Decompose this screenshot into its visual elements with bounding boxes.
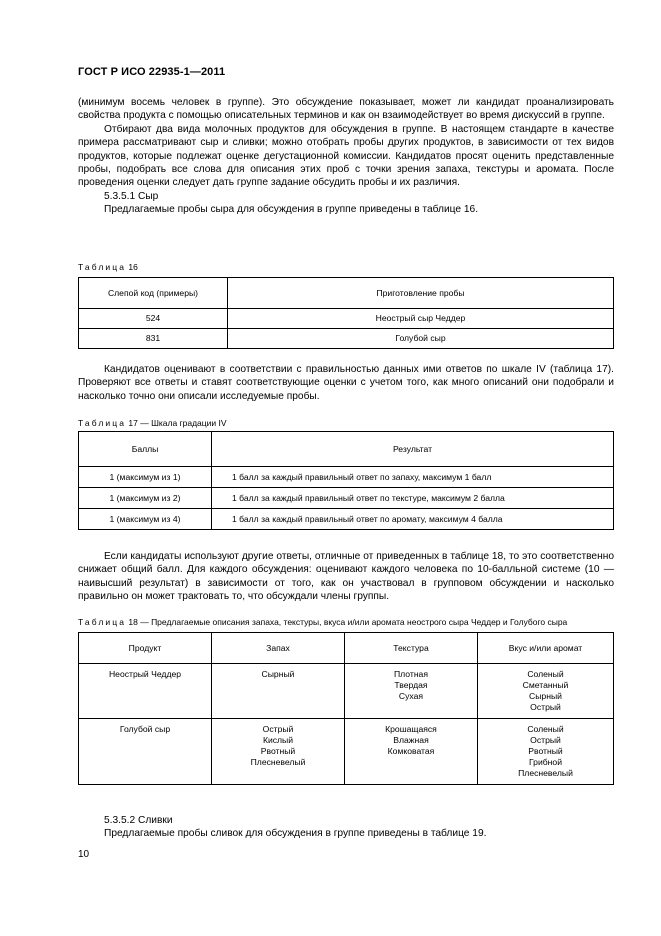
table-cell	[478, 719, 614, 785]
section-heading-cream: 5.3.5.2 Сливки	[104, 815, 173, 826]
paragraph-4: Кандидатов оценивают в соответствии с правильностью данных ими ответов по шкале IV (таблица 17). Проверяют все ответы и ставят соответствующие оценки с учетом того, как много описаний они подобрали и насколько точно они описали исследуемые пробы.	[78, 364, 614, 402]
table-18-caption: Таблица 18 — Предлагаемые описания запаха, текстуры, вкуса и/или аромата неострого сыра Чеддер и Голубого сыра	[78, 617, 568, 627]
descriptor: Острый	[530, 735, 561, 745]
table-cell	[478, 664, 614, 719]
descriptor: Плесневелый	[250, 757, 306, 767]
table-row	[79, 719, 614, 785]
table-cell: 1 (максимум из 1)	[79, 467, 212, 488]
table-cell: Голубой сыр	[228, 329, 614, 349]
descriptor: Соленый	[527, 724, 564, 734]
descriptor: Плесневелый	[518, 768, 573, 778]
table-cell: 831	[79, 329, 228, 349]
table-cell: Неострый сыр Чеддер	[228, 309, 614, 329]
table-16-caption: Таблица 16	[78, 262, 138, 272]
paragraph-5: Если кандидаты используют другие ответы, отличные от приведенных в таблице 18, то это соответственно снижает общий балл. Для каждого обсуждения: оценивают каждого человека по 10-балльной системе (10 — наивысший результат) в зависимости от того, как он участвовал в групповом обсуждении и насколько правильно он может трактовать то, что обсуждали члены группы.	[78, 551, 614, 603]
table-header-cell: Продукт	[79, 633, 212, 664]
descriptor: Влажная	[393, 735, 429, 745]
table-header-cell: Приготовление пробы	[228, 278, 614, 309]
table-cell: 1 (максимум из 4)	[79, 509, 212, 530]
table-row	[79, 309, 614, 329]
table-cell: Голубой сыр	[79, 719, 212, 785]
table-row	[79, 329, 614, 349]
paragraph-6: Предлагаемые пробы сливок для обсуждения в группе приведены в таблице 19.	[104, 828, 487, 840]
descriptor: Грибной	[529, 757, 562, 767]
section-heading-cheese: 5.3.5.1 Сыр	[104, 190, 159, 202]
table-header-cell: Запах	[212, 633, 345, 664]
paragraph-3: Предлагаемые пробы сыра для обсуждения в группе приведены в таблице 16.	[104, 204, 479, 216]
descriptor: Соленый	[527, 669, 564, 679]
descriptor: Сухая	[398, 691, 424, 701]
paragraph-2: Отбирают два вида молочных продуктов для обсуждения в группе. В настоящем стандарте в качестве примера рассматривают сыр и сливки; можно отобрать пробы других продуктов, в зависимости от тех видов продуктов, которые подлежат оценке дегустационной комиссии. Кандидатов просят оценить представленные пробы, подобрать все слова для описания этих проб с точки зрения запаха, текстуры и аромата. После проведения оценки следует дать группе задание обсудить пробы и их различия.	[78, 123, 614, 189]
paragraph-5-block	[78, 550, 614, 604]
table-18-block	[78, 617, 614, 785]
table-16-block	[78, 262, 614, 349]
cream-section	[78, 814, 614, 841]
intro-text	[78, 96, 614, 217]
descriptor: Острый	[530, 702, 561, 712]
table-header-row	[79, 633, 614, 664]
table-header-cell: Результат	[212, 432, 614, 467]
table-cell	[345, 664, 478, 719]
descriptor: Плотная	[394, 669, 428, 679]
descriptor: Сырный	[529, 691, 562, 701]
paragraph-1: (минимум восемь человек в группе). Это обсуждение показывает, может ли кандидат проанализировать свойства продукта с помощью описательных терминов и как он взаимодействует во время дискуссий в группе.	[78, 97, 614, 122]
table-16	[78, 277, 614, 349]
table-row	[79, 664, 614, 719]
page-number: 10	[78, 849, 90, 860]
descriptor: Сырный	[261, 669, 295, 679]
table-18	[78, 632, 614, 785]
descriptor: Острый	[262, 724, 294, 734]
descriptor: Комковатая	[387, 746, 435, 756]
table-cell: 1 балл за каждый правильный ответ по текстуре, максимум 2 балла	[212, 488, 614, 509]
descriptor: Кислый	[262, 735, 294, 745]
descriptor: Крошащаяся	[385, 724, 437, 734]
table-cell: Неострый Чеддер	[79, 664, 212, 719]
table-row	[79, 509, 614, 530]
paragraph-4-block	[78, 363, 614, 403]
table-header-cell: Баллы	[79, 432, 212, 467]
table-17-caption: Таблица 17 — Шкала градации IV	[78, 418, 227, 428]
table-cell: 1 балл за каждый правильный ответ по запаху, максимум 1 балл	[212, 467, 614, 488]
table-header-cell: Вкус и/или аромат	[478, 633, 614, 664]
table-cell: 1 балл за каждый правильный ответ по аромату, максимум 4 балла	[212, 509, 614, 530]
table-cell	[212, 719, 345, 785]
table-header-row	[79, 278, 614, 309]
descriptor: Рвотный	[528, 746, 563, 756]
descriptor: Сметанный	[522, 680, 569, 690]
table-cell	[345, 719, 478, 785]
document-header: ГОСТ Р ИСО 22935-1—2011	[78, 66, 226, 78]
descriptor: Твердая	[394, 680, 428, 690]
table-header-cell: Слепой код (примеры)	[79, 278, 228, 309]
table-header-row	[79, 432, 614, 467]
table-row	[79, 488, 614, 509]
table-header-cell: Текстура	[345, 633, 478, 664]
table-17-block	[78, 418, 614, 530]
table-17	[78, 431, 614, 530]
table-cell: 524	[79, 309, 228, 329]
descriptor: Рвотный	[260, 746, 296, 756]
table-cell: 1 (максимум из 2)	[79, 488, 212, 509]
table-row	[79, 467, 614, 488]
table-cell	[212, 664, 345, 719]
